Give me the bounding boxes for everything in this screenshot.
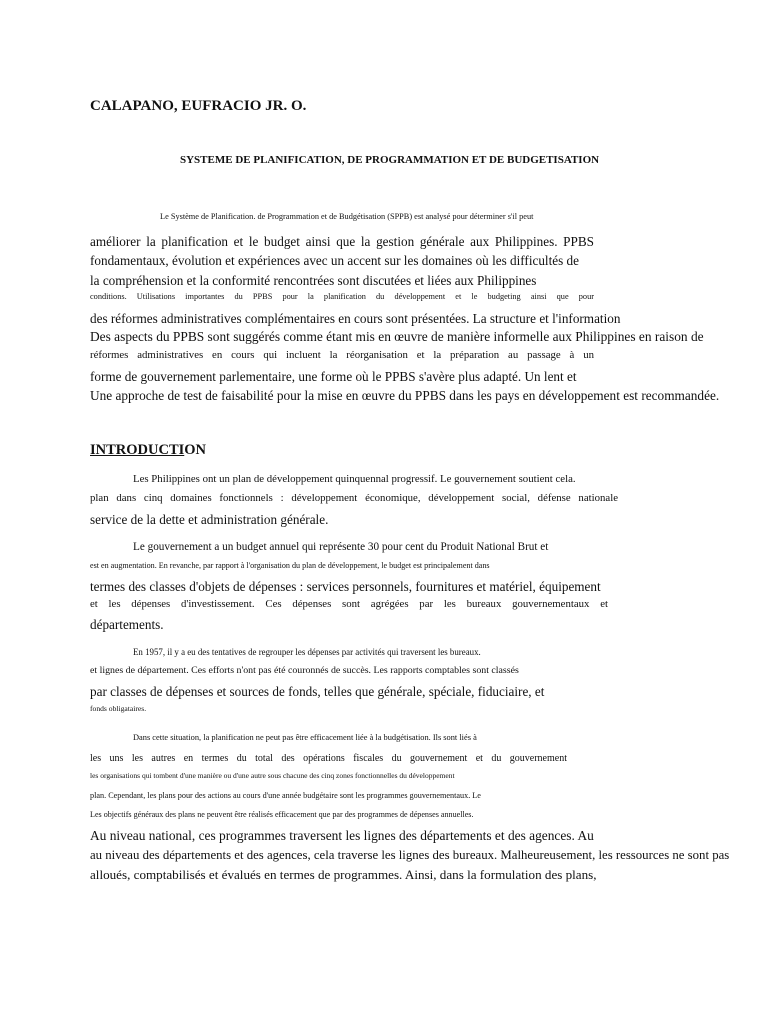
- paragraph-line: par classes de dépenses et sources de fonds, telles que générale, spéciale, fiduciaire, et: [90, 684, 545, 699]
- paragraph-line: les uns les autres en termes du total des opérations fiscales du gouvernement et du gouvernement: [90, 753, 567, 764]
- abstract-line: la compréhension et la conformité rencontrées sont discutées et liées aux Philippines: [90, 273, 537, 288]
- abstract-line: Une approche de test de faisabilité pour la mise en œuvre du PPBS dans les pays en développement est recommandée.: [90, 388, 720, 403]
- abstract-line: améliorer la planification et le budget ainsi que la gestion générale aux Philippines. PPBS: [90, 234, 594, 249]
- introduction-heading-underlined: INTRODUCTI: [90, 442, 185, 458]
- author-name: CALAPANO, EUFRACIO JR. O.: [90, 98, 307, 114]
- introduction-heading: [90, 443, 206, 458]
- paragraph-line: fonds obligataires.: [90, 704, 147, 713]
- paragraph-line: plan dans cinq domaines fonctionnels : développement économique, développement social, défense nationale: [90, 492, 618, 504]
- paragraph-line: les organisations qui tombent d'une manière ou d'une autre sous chacune des cinq zones fonctionnelles du développement: [90, 771, 455, 780]
- paragraph-line: Les Philippines ont un plan de développement quinquennal progressif. Le gouvernement soutient cela.: [133, 473, 576, 485]
- paragraph-line: est en augmentation. En revanche, par rapport à l'organisation du plan de développement, le budget est principalement dans: [90, 561, 490, 570]
- paragraph-line: Les objectifs généraux des plans ne peuvent être réalisés efficacement que par des programmes de dépenses annuelles.: [90, 810, 474, 819]
- abstract-line: Le Système de Planification. de Programmation et de Budgétisation (SPPB) est analysé pour déterminer s'il peut: [160, 212, 534, 221]
- paragraph-line: départements.: [90, 617, 164, 632]
- paragraph-line: En 1957, il y a eu des tentatives de regrouper les dépenses par activités qui traversent les bureaux.: [133, 647, 481, 657]
- paragraph-line: au niveau des départements et des agences, cela traverse les lignes des bureaux. Malheureusement, les ressources ne sont pas: [90, 848, 730, 862]
- paragraph-line: termes des classes d'objets de dépenses : services personnels, fournitures et matériel, équipement: [90, 579, 601, 594]
- abstract-line: des réformes administratives complémentaires en cours sont présentées. La structure et l'information: [90, 311, 621, 326]
- paragraph-line: et les dépenses d'investissement. Ces dépenses sont agrégées par les bureaux gouvernementaux et: [90, 598, 608, 610]
- paragraph-line: alloués, comptabilisés et évalués en termes de programmes. Ainsi, dans la formulation des plans,: [90, 867, 597, 882]
- document-title: SYSTEME DE PLANIFICATION, DE PROGRAMMATION ET DE BUDGETISATION: [180, 154, 600, 166]
- abstract-line: Des aspects du PPBS sont suggérés comme étant mis en œuvre de manière informelle aux Philippines en raison de: [90, 329, 704, 344]
- paragraph-line: Au niveau national, ces programmes traversent les lignes des départements et des agences. Au: [90, 828, 594, 843]
- paragraph-line: Le gouvernement a un budget annuel qui représente 30 pour cent du Produit National Brut et: [133, 541, 549, 553]
- paragraph-line: et lignes de département. Ces efforts n'ont pas été couronnés de succès. Les rapports comptables sont classés: [90, 665, 519, 676]
- introduction-heading-rest: ON: [184, 442, 207, 458]
- abstract-line: réformes administratives en cours qui incluent la réorganisation et la préparation au passage à un: [90, 349, 594, 361]
- paragraph-line: Dans cette situation, la planification ne peut pas être efficacement liée à la budgétisation. Ils sont liés à: [133, 733, 477, 742]
- abstract-line: fondamentaux, évolution et expériences avec un accent sur les domaines où les difficultés de: [90, 253, 579, 268]
- abstract-line: forme de gouvernement parlementaire, une forme où le PPBS s'avère plus adapté. Un lent et: [90, 369, 577, 384]
- paragraph-line: plan. Cependant, les plans pour des actions au cours d'une année budgétaire sont les programmes gouvernementaux. Le: [90, 791, 481, 800]
- abstract-line: conditions. Utilisations importantes du PPBS pour la planification du développement et le budgeting ainsi que pour: [90, 292, 594, 301]
- paragraph-line: service de la dette et administration générale.: [90, 512, 329, 527]
